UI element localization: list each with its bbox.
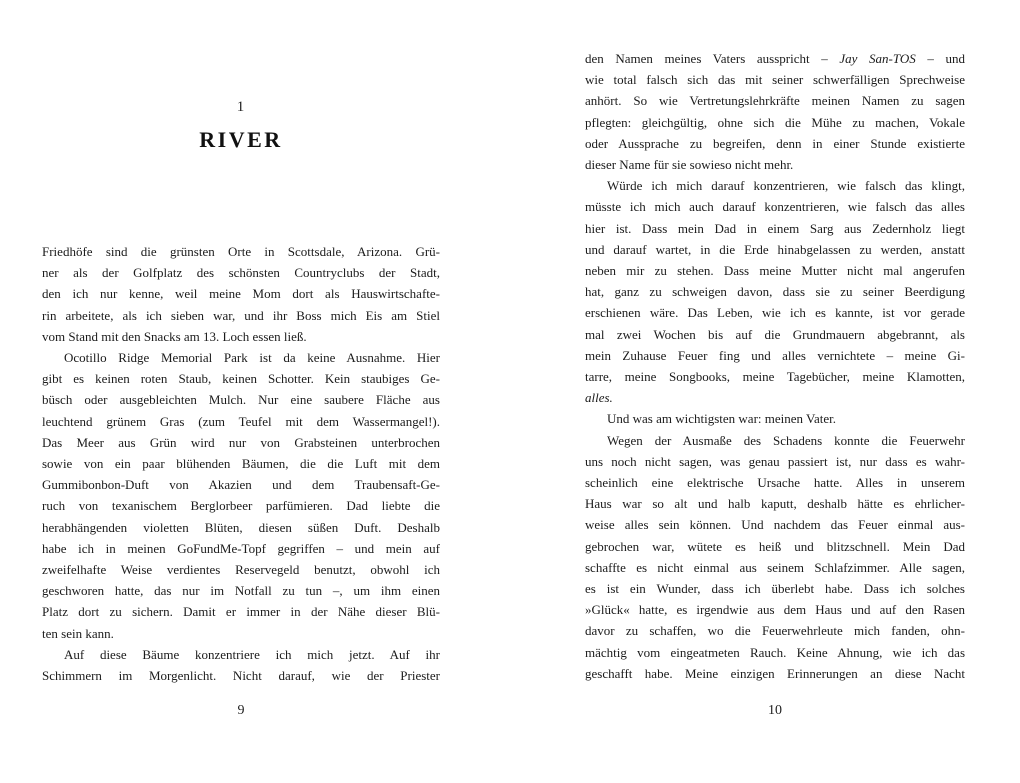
text-line: gibt es keinen roten Staub, keinen Schotter. Kein staubiges Ge- (42, 371, 440, 387)
text-line: Das Meer aus Grün wird nur von Grabsteinen unterbrochen (42, 434, 440, 450)
text-line: geschworen hatte, das nur im Notfall zu tun –, um ihm einen (42, 583, 440, 599)
text-line: büsch oder ausgebleichten Mulch. Nur eine saubere Fläche aus (42, 392, 440, 408)
text-line: mächtig vom eingeatmeten Rauch. Keine Ahnung, wie ich das (585, 644, 965, 660)
text-line: Schimmern im Morgenlicht. Nicht darauf, wie der Priester (42, 668, 440, 684)
text-line: wie total falsch sich das mit seiner schwerfälligen Sprechweise (585, 72, 965, 88)
text-line: den ich nur kenne, weil meine Mom dort als Hauswirtschafte- (42, 286, 440, 302)
text-line: Platz dort zu sichern. Damit er immer in der Nähe dieser Blü- (42, 604, 440, 620)
text-line: den Namen meines Vaters ausspricht – Jay San-TOS – und (585, 51, 965, 66)
page-left-body-text (42, 241, 440, 686)
paragraph (585, 175, 965, 408)
text-line: habe ich in meinen GoFundMe-Topf gegriffen – und mein auf (42, 540, 440, 556)
text-line: Gummibonbon-Duft von Akazien und dem Traubensaft-Ge- (42, 477, 440, 493)
page-number-left: 9 (237, 703, 245, 718)
text-line: mal zwei Wochen bis auf die Grundmauern abgebrannt, als (585, 326, 965, 342)
text-line: Ocotillo Ridge Memorial Park ist da keine Ausnahme. Hier (64, 350, 440, 366)
page-left (42, 0, 440, 783)
paragraph (585, 430, 965, 684)
text-line: erschienen wäre. Das Leben, wie ich es kannte, ist vor gerade (585, 305, 965, 321)
text-line: weise alles sein können. Und nachdem das Feuer einmal aus- (585, 517, 965, 533)
text-line: Auf diese Bäume konzentriere ich mich jetzt. Auf ihr (64, 646, 440, 662)
text-line: hat, ganz zu schweigen davon, dass sie zu seiner Beerdigung (585, 284, 965, 300)
text-line: müsste ich mich auch darauf konzentrieren, wie falsch das alles (585, 199, 965, 215)
text-line: rin arbeitete, als ich sieben war, und ihr Boss mich Eis am Stiel (42, 307, 440, 323)
text-line: alles. (585, 390, 613, 406)
paragraph (585, 48, 965, 175)
text-line: uns noch nicht sagen, was genau passiert ist, nur dass es wahr- (585, 453, 965, 469)
text-line: neben mir zu stehen. Dass meine Mutter nicht mal angerufen (585, 263, 965, 279)
chapter-title: RIVER (199, 127, 283, 152)
page-number-right: 10 (768, 703, 782, 718)
text-line: Haus war so alt und halb kaputt, deshalb hätte es ehrlicher- (585, 496, 965, 512)
text-line: sowie von ein paar blühenden Bäumen, die die Luft mit dem (42, 456, 440, 472)
page-right-body-text (585, 48, 965, 684)
text-line: ruch von texanischem Berglorbeer parfümieren. Dad liebte die (42, 498, 440, 514)
text-line: oder Aussprache zu begreifen, denn in einer Stunde existierte (585, 135, 965, 151)
paragraph (42, 241, 440, 347)
text-line: und darauf wartet, in die Erde hinabgelassen zu werden, anstatt (585, 241, 965, 257)
text-line: ner als der Golfplatz des schönsten Countryclubs der Stadt, (42, 265, 440, 281)
text-line: pflegten: gleichgültig, ohne sich die Mühe zu machen, Vokale (585, 114, 965, 130)
text-line: Friedhöfe sind die grünsten Orte in Scottsdale, Arizona. Grü- (42, 244, 440, 259)
text-line: anhört. So wie Vertretungslehrkräfte meinen Namen zu sagen (585, 93, 965, 109)
paragraph (42, 347, 440, 644)
text-line: es ist ein Wunder, dass ich überlebt habe. Dass ich solches (585, 581, 965, 597)
text-line: mein Zuhause Feuer fing und alles vernichtete – meine Gi- (585, 347, 965, 363)
text-line: Würde ich mich darauf konzentrieren, wie falsch das klingt, (607, 178, 965, 194)
text-line: herabhängenden violetten Blüten, diesen süßen Duft. Deshalb (42, 519, 440, 535)
text-line: tarre, meine Songbooks, meine Tagebücher, meine Klamotten, (585, 369, 965, 385)
text-line: schaffte es nicht einmal aus seinem Schlafzimmer. Alle sagen, (585, 559, 965, 575)
text-line: davor zu schaffen, wo die Feuerwehrleute mich fanden, ohn- (585, 623, 965, 639)
text-line: »Glück« hatte, es irgendwie aus dem Haus und auf den Rasen (585, 602, 965, 618)
paragraph (42, 644, 440, 686)
text-line: geschafft habe. Meine einzigen Erinnerungen an diese Nacht (585, 665, 965, 681)
chapter-heading (42, 99, 440, 153)
page-right (585, 0, 965, 783)
chapter-number: 1 (236, 99, 246, 115)
text-line: scheinlich eine elektrische Ursache hatte. Alles in unserem (585, 475, 965, 491)
text-line: zweifelhafte Weise verdientes Reservegeld benutzt, obwohl ich (42, 562, 440, 578)
text-line: Wegen der Ausmaße des Schadens konnte die Feuerwehr (607, 432, 965, 448)
text-line: gebrochen war, wütete es heiß und blitzschnell. Mein Dad (585, 538, 965, 554)
text-line: vom Stand mit den Snacks am 13. Loch essen ließ. (42, 328, 307, 344)
text-line: ten sein kann. (42, 625, 114, 641)
paragraph (585, 408, 965, 429)
text-line: Und was am wichtigsten war: meinen Vater. (607, 411, 837, 427)
text-line: hier ist. Dass mein Dad in einem Sarg aus Zedernholz liegt (585, 220, 965, 236)
text-line: dieser Name für sie sowieso nicht mehr. (585, 157, 794, 173)
text-line: leuchtend grünem Gras (zum Teufel mit dem Wassermangel!). (42, 413, 440, 429)
